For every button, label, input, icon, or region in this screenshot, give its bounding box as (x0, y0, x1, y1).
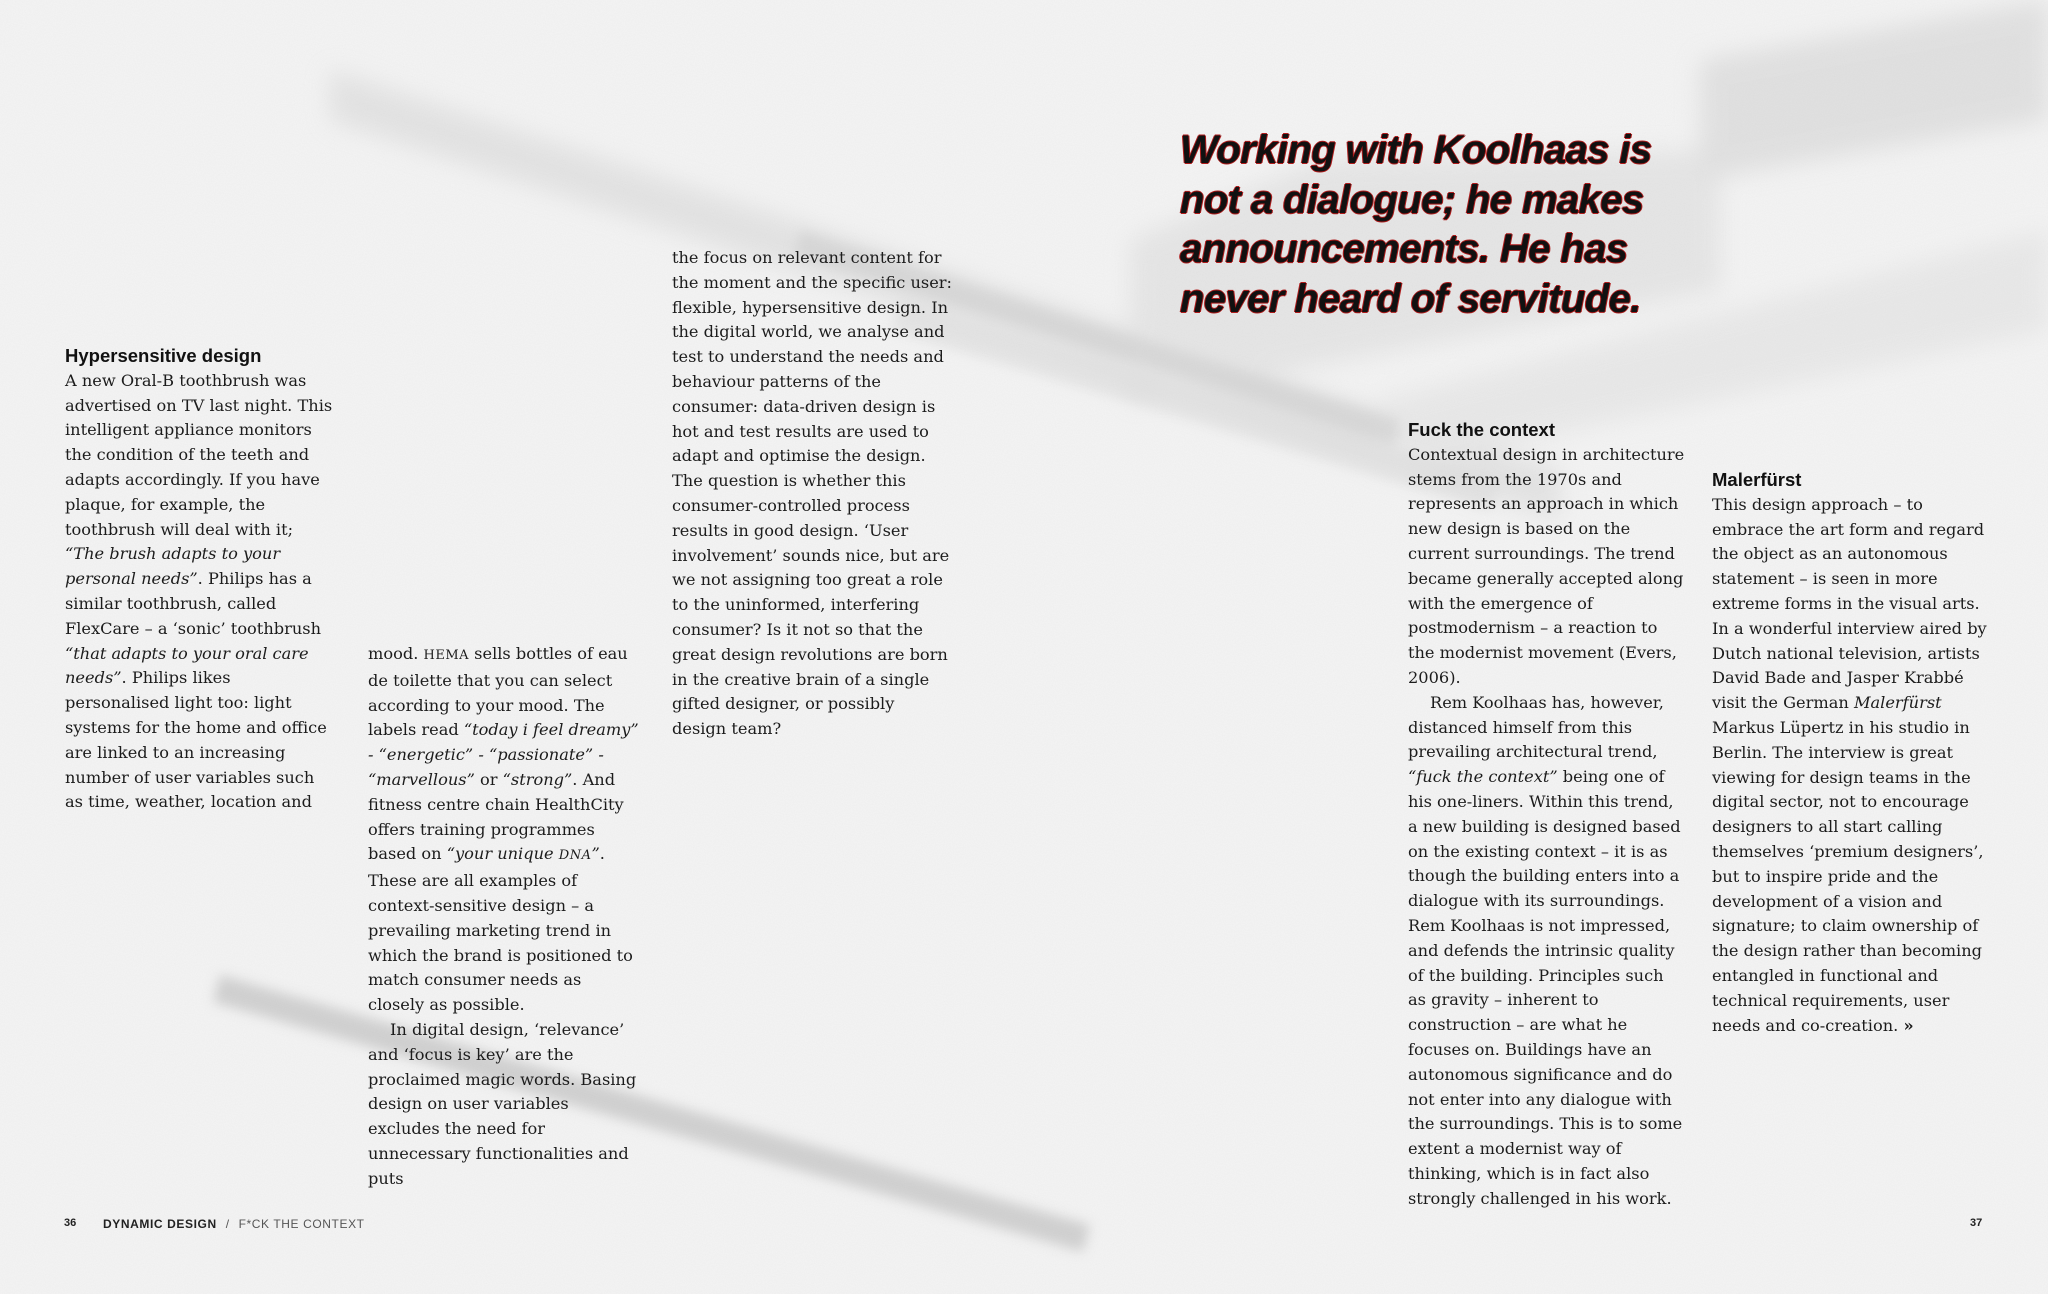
page-number-left: 36 (64, 1217, 77, 1229)
section-heading-hypersensitive-design: Hypersensitive design (65, 345, 262, 366)
body-paragraph: the focus on relevant content for the moment and the specific user: flexible, hypersensitive design. In the digital world, we analyse and test to understand the needs and behaviour patterns of the consumer: data-driven design is hot and test results are used to adapt and optimise the design. The question is whether this consumer-controlled process results in good design. ‘User involvement’ sounds nice, but are we not assigning too great a role to the uninformed, interfering consumer? Is it not so that the great design revolutions are born in the creative brain of a single gifted designer, or possibly design team? (672, 248, 953, 739)
footer-section: DYNAMIC DESIGN (103, 1217, 217, 1231)
body-paragraph: A new Oral-B toothbrush was advertised on TV last night. This intelligent appliance monitors the condition of the teeth and adapts accordingly. If you have plaque, for example, the toothbrush will deal with it; “The brush adapts to your personal needs”. Philips has a similar toothbrush, called FlexCare – a ‘sonic’ toothbrush “that adapts to your oral care needs”. Philips likes personalised light too: light systems for the home and office are linked to an increasing number of user variables such as time, weather, location and (65, 370, 333, 812)
column-fuck-the-context (1408, 418, 1686, 1212)
body-paragraph: mood. HEMA sells bottles of eau de toilette that you can select according to your mood. The labels read “today i feel dreamy” - “energetic” - “passionate” - “marvellous” or “strong”. And fitness centre chain HealthCity offers training programmes based on “your unique DNA”. These are all examples of context-sensitive design – a prevailing marketing trend in which the brand is positioned to match consumer needs as closely as possible. (368, 644, 639, 1015)
column-hypersensitive-design (65, 344, 337, 815)
column-body-3 (672, 246, 952, 742)
footer-separator: / (225, 1217, 230, 1231)
body-paragraph: Rem Koolhaas has, however, distanced himself from this prevailing architectural trend, “fuck the context” being one of his one-liners. Within this trend, a new building is designed based on the existing context – it is as though the building enters into a dialogue with its surroundings. Rem Koolhaas is not impressed, and defends the intrinsic quality of the building. Principles such as gravity – inherent to construction – are what he focuses on. Buildings have an autonomous significance and do not enter into any dialogue with the surroundings. This is to some extent a modernist way of thinking, which is in fact also strongly challenged in his work. (1408, 692, 1683, 1208)
column-body-2 (368, 642, 642, 1192)
page-number-right: 37 (1970, 1217, 1983, 1229)
footer-subsection: F*CK THE CONTEXT (238, 1217, 365, 1231)
pull-quote: Working with Koolhaas is not a dialogue; he makes announcements. He has never heard of servitude. (1180, 128, 1652, 321)
section-heading-malerfurst: Malerfürst (1712, 469, 1802, 490)
column-malerfurst (1712, 468, 1992, 1038)
section-heading-fuck-the-context: Fuck the context (1408, 419, 1555, 440)
continue-arrow-icon: » (1903, 1015, 1914, 1035)
body-paragraph: Contextual design in architecture stems from the 1970s and represents an approach in which new design is based on the current surroundings. The trend became generally accepted along with the emergence of postmodernism – a reaction to the modernist movement (Evers, 2006). (1408, 444, 1685, 687)
body-paragraph: In digital design, ‘relevance’ and ‘focus is key’ are the proclaimed magic words. Basing design on user variables excludes the need for unnecessary functionalities and puts (368, 1019, 637, 1188)
body-paragraph: This design approach – to embrace the art form and regard the object as an autonomous statement – is seen in more extreme forms in the visual arts. In a wonderful interview aired by Dutch national television, artists David Bade and Jasper Krabbé visit the German Malerfürst Markus Lüpertz in his studio in Berlin. The interview is great viewing for design teams in the digital sector, not to encourage designers to all start calling themselves ‘premium designers’, but to inspire pride and the development of a vision and signature; to claim ownership of the design rather than becoming entangled in functional and technical requirements, user needs and co-creation. » (1712, 494, 1987, 1035)
running-footer (103, 1217, 365, 1231)
